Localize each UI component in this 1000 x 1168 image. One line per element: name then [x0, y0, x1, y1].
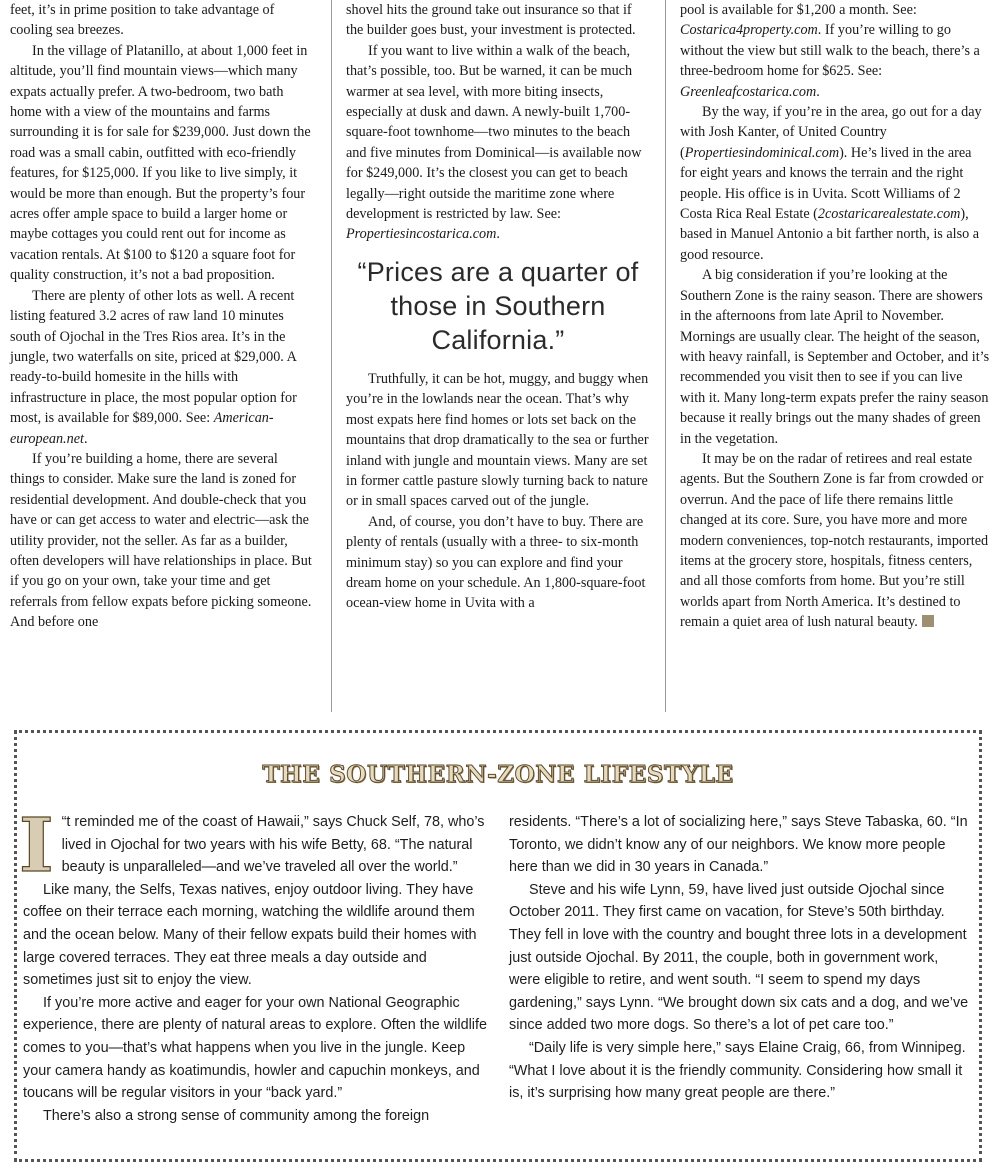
paragraph — [680, 102, 990, 265]
website-reference: Propertiesindominical.com — [684, 144, 840, 161]
paragraph — [680, 0, 990, 102]
paragraph-text: There are plenty of other lots as well. A recent listing featured 3.2 acres of raw land 10 minutes south of Ojochal in the Tres Rios area. It’s in the jungle, two waterfalls on site, priced at $29,000. A ready-to-build homesite in the hills with infrastructure in place, the most popular option for most, is available for $89,000. See: — [10, 287, 297, 427]
paragraph: Steve and his wife Lynn, 59, have lived just outside Ojochal since October 2011. They first came on vacation, for Steve’s 50th birthday. They fell in love with the country and bought three lots in a development just outside Ojochal. By 2011, the couple, both in government work, were eligible to retire, and went south. “I seem to spend my days gardening,” says Lynn. “We brought down six cats and a dog, and we’ve since added two more dogs. So there’s a lot of pet care too.” — [509, 881, 969, 1034]
website-reference: 2costaricarealestate.com — [817, 206, 961, 223]
pull-quote: “Prices are a quarter of those in Southern California.” — [357, 256, 639, 355]
article-column-1 — [10, 0, 316, 633]
paragraph-text: By the way, if you’re in the area, go out for a day with Josh Kanter, of United Country ( — [680, 104, 982, 161]
website-reference: Propertiesincostarica.com — [346, 226, 497, 243]
paragraph-text: ), based in Manuel Antonio a bit farther north, is also a good resource. — [680, 206, 980, 263]
column-rule — [331, 0, 332, 712]
paragraph: There’s also a strong sense of community among the foreign — [43, 1107, 430, 1124]
paragraph: “Daily life is very simple here,” says Elaine Craig, 66, from Winnipeg. “What I love about it is the friendly community. Considering how small it is, it’s surprising how many great people are there.” — [509, 1039, 966, 1102]
punctuation: . — [816, 83, 820, 100]
paragraph: “ I t reminded me of the coast of Hawaii,” says Chuck Self, 78, who’s lived in Ojochal for two years with his wife Betty, 68. “The natural beauty is unparalleled—and we’ve traveled all over the world.” — [19, 803, 485, 889]
paragraph: Like many, the Selfs, Texas natives, enjoy outdoor living. They have coffee on their terrace each morning, watching the wildlife around them and the ocean below. Many of their fellow expats build their homes with large covered terraces. They eat three meals a day outside and sometimes just sit to enjoy the view. — [23, 881, 477, 989]
paragraph-text: pool is available for $1,200 a month. See: — [680, 2, 917, 18]
sidebar-column-left — [19, 803, 495, 1127]
article-column-3 — [680, 0, 990, 633]
end-of-article-mark-icon — [922, 615, 934, 627]
paragraph: feet, it’s in prime position to take advantage of cooling sea breezes. — [10, 2, 275, 39]
paragraph-text: t reminded me of the coast of Hawaii,” says Chuck Self, 78, who’s lived in Ojochal for two years with his wife Betty, 68. “The natural beauty is unparalleled—and we’ve traveled all over the world.” — [61, 814, 485, 876]
paragraph: shovel hits the ground take out insurance so that if the builder goes bust, your investment is protected. — [346, 2, 636, 39]
paragraph — [10, 286, 316, 449]
paragraph-text: . If you’re willing to go without the view but still walk to the beach, there’s a three-bedroom home for $625. See: — [680, 22, 980, 80]
paragraph: A big consideration if you’re looking at the Southern Zone is the rainy season. There are showers in the afternoons from late April to November. Mornings are usually clear. The height of the season, with heavy rainfall, is September and October, and it’s recommended you visit then to see if you can live with it. Many long-term expats prefer the rainy season because it really brings out the many shades of green in the vegetation. — [680, 267, 990, 447]
website-reference: Costarica4property.com — [680, 22, 818, 39]
punctuation: . — [496, 226, 500, 243]
paragraph: Truthfully, it can be hot, muggy, and buggy when you’re in the lowlands near the ocean. That’s why most expats here find homes or lots set back on the mountains that drop dramatically to the sea or further inland with jungle and mountain views. Many are set in former cattle pasture slowly turning back to nature or in small spaces carved out of the jungle. — [346, 370, 649, 510]
paragraph: If you’re building a home, there are several things to consider. Make sure the land is zoned for residential development. And double-check that you have or can get access to water and electric—ask the utility provider, not the seller. As far as a builder, often developers will have relationships in place. But if you go on your own, take your time and get referrals from fellow expats before picking someone. And before one — [10, 450, 312, 631]
sidebar-column-right — [509, 811, 971, 1105]
drop-cap: I — [19, 803, 54, 889]
paragraph: And, of course, you don’t have to buy. There are plenty of rentals (usually with a three- to six-month minimum stay) so you can explore and find your dream home on your schedule. An 1,800-square-foot ocean-view home in Uvita with a — [346, 513, 646, 612]
paragraph: If you’re more active and eager for your own National Geographic experience, there are plenty of natural areas to explore. Often the wildlife comes to you—that’s what happens when you live in the jungle. Keep your camera handy as koatimundis, howler and capuchin monkeys, and toucans will be regular visitors in your “back yard.” — [23, 994, 487, 1102]
paragraph: residents. “There’s a lot of socializing here,” says Steve Tabaska, 60. “In Toronto, we didn’t know any of our neighbors. We know more people here than we did in 30 years in Canada.” — [509, 814, 968, 876]
paragraph-text: It may be on the radar of retirees and real estate agents. But the Southern Zone is far from crowded or overrun. And the pace of life there remains little changed at its core. Sure, you have more and more modern conveniences, top-notch restaurants, imported items at the grocery store, hospitals, fitness centers, and all those comforts from home. But you’re still worlds apart from North America. It’s destined to remain a quiet area of lush natural beauty. — [680, 450, 989, 631]
website-reference: American-european.net — [10, 410, 274, 447]
paragraph-text: ). He’s lived in the area for eight years and knows the terrain and the right people. His office is in Uvita. Scott Williams of 2 Costa Rica Real Estate ( — [680, 144, 972, 223]
column-rule — [665, 0, 666, 712]
paragraph: In the village of Platanillo, at about 1,000 feet in altitude, you’ll find mountain views—which many expats actually prefer. A two-bedroom, two bath home with a view of the mountains and farms surrounding it is for sale for $239,000. Just down the road was a small cabin, outfitted with eco-friendly features, for $125,000. If you like to live simply, it would be more than enough. But the property’s four acres offer ample space to build a larger home or maybe cottages you could rent out for income as vacation rentals. At $100 to $120 a square foot for quality construction, it’s not a bad proposition. — [10, 42, 311, 284]
paragraph — [680, 449, 990, 633]
paragraph — [346, 41, 650, 245]
website-reference: Greenleafcostarica.com — [680, 83, 817, 100]
article-column-2 — [346, 0, 650, 614]
sidebar-box — [14, 730, 982, 1162]
sidebar-title: THE SOUTHERN-ZONE LIFESTYLE — [262, 761, 734, 788]
paragraph-text: If you want to live within a walk of the beach, that’s possible, too. But be warned, it can be much warmer at sea level, with more biting insects, especially at dusk and dawn. A newly-built 1,700-square-foot townhome—two minutes to the beach and five minutes from Dominical—is available now for $249,000. It’s the closest you can get to beach legally—right outside the maritime zone where development is restricted by law. See: — [346, 42, 642, 223]
punctuation: . — [83, 430, 88, 447]
